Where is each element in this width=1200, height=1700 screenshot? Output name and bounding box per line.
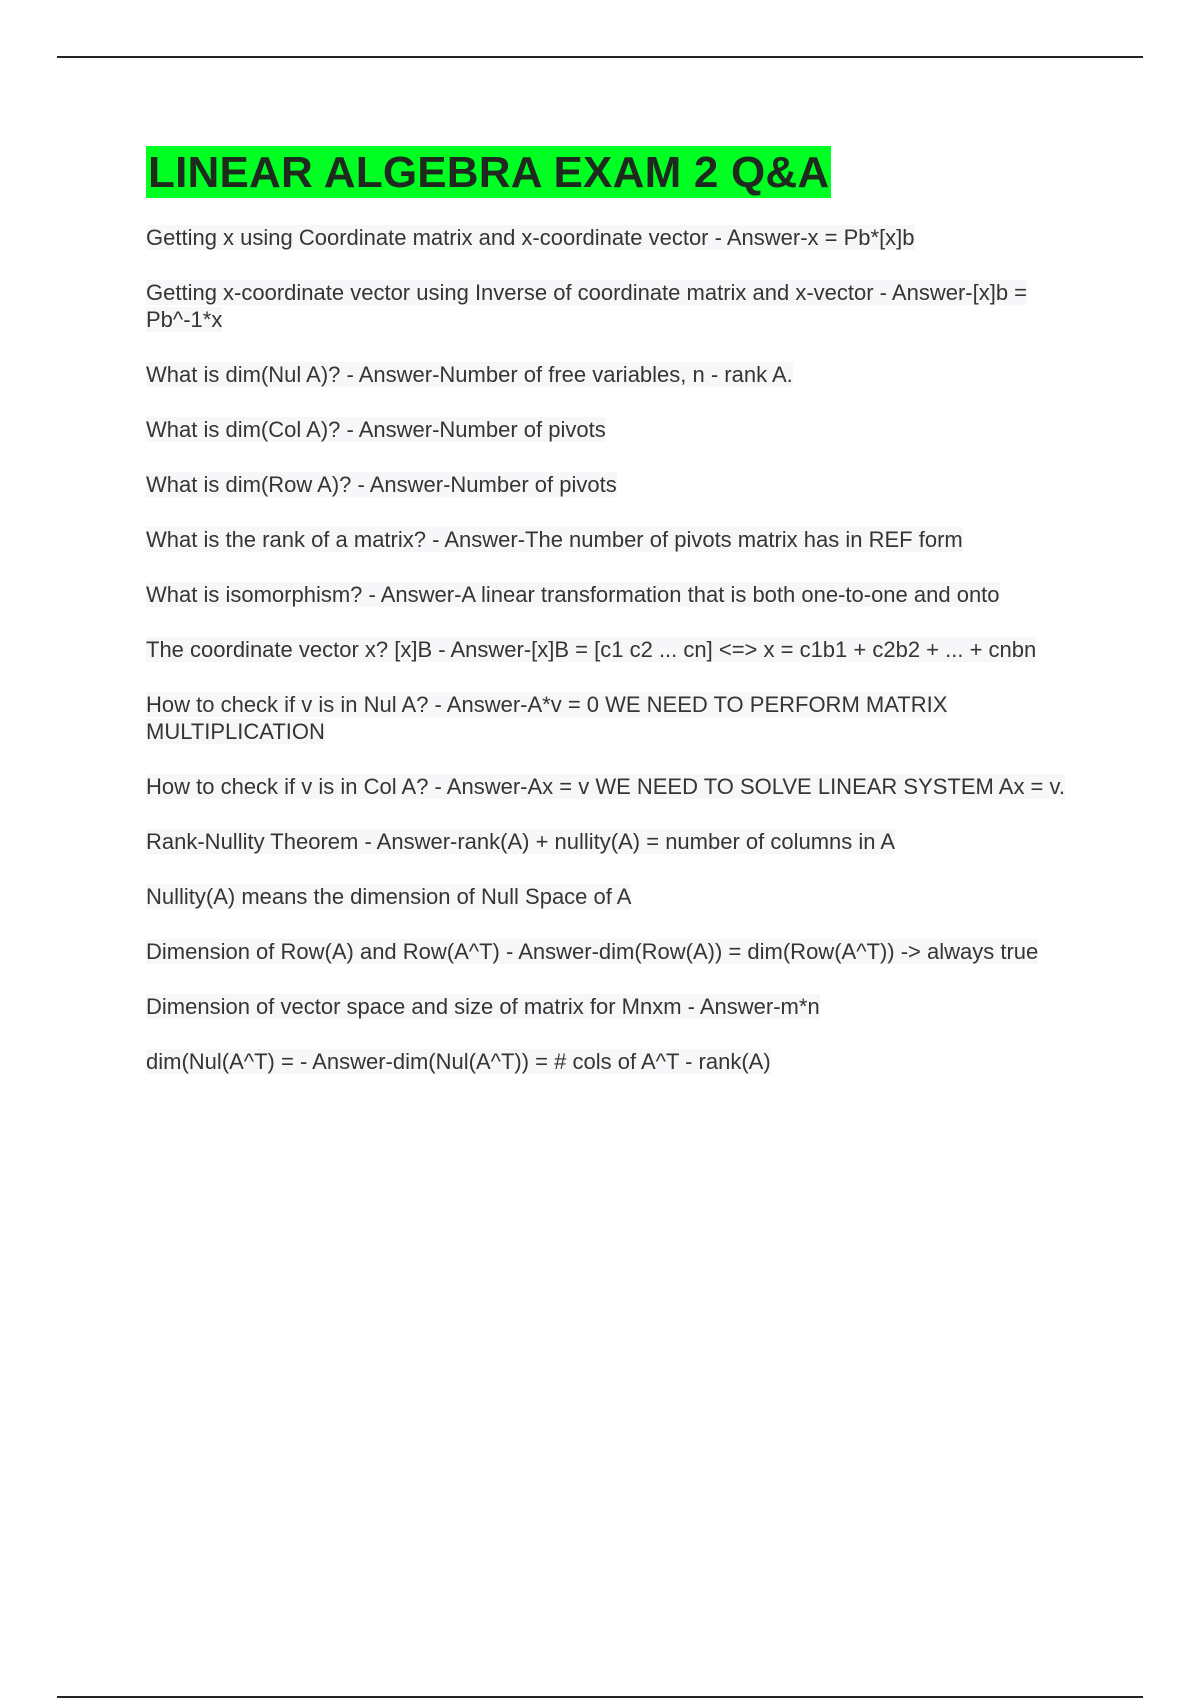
qa-text: Getting x-coordinate vector using Inverse of coordinate matrix and x-vector - Answer-[x]b = Pb^-1*x (146, 280, 1028, 332)
qa-text: What is dim(Nul A)? - Answer-Number of free variables, n - rank A. (146, 362, 793, 387)
qa-list (146, 224, 1096, 1075)
top-divider (57, 56, 1143, 58)
document-body (146, 146, 1096, 1103)
list-item (146, 636, 1096, 663)
list-item (146, 224, 1096, 251)
list-item (146, 993, 1096, 1020)
qa-text: How to check if v is in Nul A? - Answer-A*v = 0 WE NEED TO PERFORM MATRIX MULTIPLICATION (146, 692, 948, 744)
list-item (146, 938, 1096, 965)
qa-text: What is dim(Row A)? - Answer-Number of pivots (146, 472, 617, 497)
list-item (146, 828, 1096, 855)
list-item (146, 361, 1096, 388)
list-item (146, 416, 1096, 443)
qa-text: What is isomorphism? - Answer-A linear transformation that is both one-to-one and onto (146, 582, 1000, 607)
qa-text: Dimension of Row(A) and Row(A^T) - Answer-dim(Row(A)) = dim(Row(A^T)) -> always true (146, 939, 1039, 964)
list-item (146, 581, 1096, 608)
list-item (146, 883, 1096, 910)
qa-text: Dimension of vector space and size of matrix for Mnxm - Answer-m*n (146, 994, 820, 1019)
qa-text: Getting x using Coordinate matrix and x-coordinate vector - Answer-x = Pb*[x]b (146, 225, 915, 250)
list-item (146, 691, 1096, 745)
qa-text: The coordinate vector x? [x]B - Answer-[x]B = [c1 c2 ... cn] <=> x = c1b1 + c2b2 + ... + cnbn (146, 637, 1037, 662)
list-item (146, 471, 1096, 498)
bottom-divider (57, 1696, 1143, 1698)
list-item (146, 279, 1096, 333)
qa-text: What is the rank of a matrix? - Answer-The number of pivots matrix has in REF form (146, 527, 963, 552)
list-item (146, 526, 1096, 553)
qa-text: dim(Nul(A^T) = - Answer-dim(Nul(A^T)) = # cols of A^T - rank(A) (146, 1049, 771, 1074)
list-item (146, 773, 1096, 800)
qa-text: What is dim(Col A)? - Answer-Number of pivots (146, 417, 606, 442)
page-title: LINEAR ALGEBRA EXAM 2 Q&A (148, 148, 830, 197)
list-item (146, 1048, 1096, 1075)
qa-text: How to check if v is in Col A? - Answer-Ax = v WE NEED TO SOLVE LINEAR SYSTEM Ax = v. (146, 774, 1065, 799)
qa-text: Rank-Nullity Theorem - Answer-rank(A) + nullity(A) = number of columns in A (146, 829, 896, 854)
qa-text: Nullity(A) means the dimension of Null Space of A (146, 884, 632, 909)
